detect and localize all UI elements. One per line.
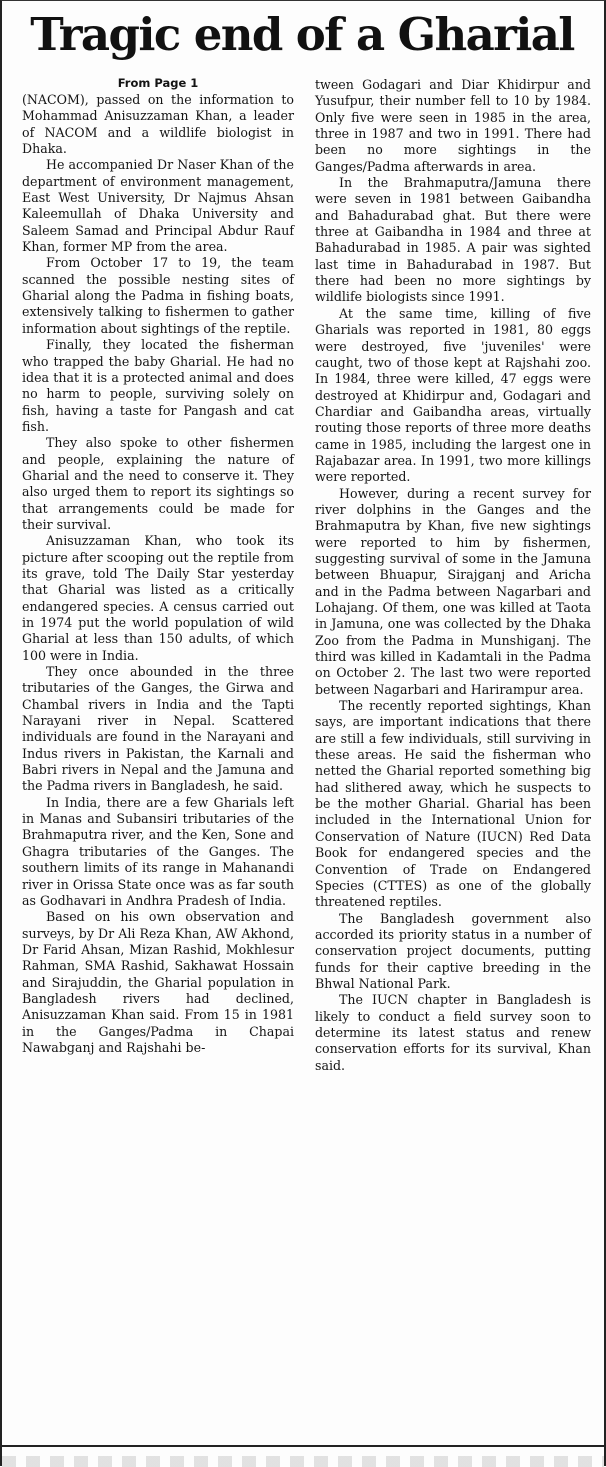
paragraph: (NACOM), passed on the information to Mohammad Anisuzzaman Khan, a leader of NACOM and a wildlife biologist in Dhaka. (22, 92, 294, 157)
bottom-rule (2, 1445, 604, 1447)
article-column-left (22, 75, 294, 1056)
paragraph: He accompanied Dr Naser Khan of the department of environment management, East West University, Dr Najmus Ahsan Kaleemullah of Dhaka University and Saleem Samad and Principal Abdur Rauf Khan, former MP from the area. (22, 157, 294, 255)
paragraph: In India, there are a few Gharials left in Manas and Subansiri tributaries of the Brahmaputra river, and the Ken, Sone and Ghagra tributaries of the Ganges. The southern limits of its range in Mahanandi river in Orissa State once was as far south as Godhavari in Andhra Pradesh of India. (22, 794, 294, 908)
article-column-right (315, 77, 591, 1074)
paragraph: The Bangladesh government also accorded its priority status in a number of conservation project documents, putting funds for their captive breeding in the Bhwal National Park. (315, 910, 591, 991)
paragraph: Based on his own observation and surveys, by Dr Ali Reza Khan, AW Akhond, Dr Farid Ahsan, Mizan Rashid, Mokhlesur Rahman, SMA Rashid, Sakhawat Hossain and Sirajuddin, the Gharial population in Bangladesh rivers had declined, Anisuzzaman Khan said. From 15 in 1981 in the Ganges/Padma in Chapai Nawabganj and Rajshahi be- (22, 909, 294, 1055)
continued-from-label: From Page 1 (117, 76, 199, 90)
paragraph: tween Godagari and Diar Khidirpur and Yusufpur, their number fell to 10 by 1984. Only five were seen in 1985 in the area, three in 1987 and two in 1991. There had been no more sightings in the Ganges/Padma afterwards in area. (315, 77, 591, 174)
paragraph: However, during a recent survey for river dolphins in the Ganges and the Brahmaputra by Khan, five new sightings were reported to him by fishermen, suggesting survival of some in the Jamuna between Bhuapur, Sirajganj and Aricha and in the Padma between Nagarbari and Lohajang. Of them, one was killed at Taota in Jamuna, one was collected by the Dhaka Zoo from the Padma in Munshiganj. The third was killed in Kadamtali in the Padma on October 2. The last two were reported between Nagarbari and Harirampur area. (315, 485, 591, 697)
paragraph: In the Brahmaputra/Jamuna there were seven in 1981 between Gaibandha and Bahadurabad ghat. But there were three at Gaibandha in 1984 and three at Bahadurabad in 1985. A pair was sighted last time in Bahadurabad in 1987. But there had been no more sightings by wildlife biologists since 1991. (315, 175, 591, 305)
headline: Tragic end of a Gharial (30, 8, 574, 61)
paragraph: Anisuzzaman Khan, who took its picture after scooping out the reptile from its grave, told The Daily Star yesterday that Gharial was listed as a critically endangered species. A census carried out in 1974 put the world population of wild Gharial at less than 150 adults, of which 100 were in India. (22, 533, 294, 663)
paragraph: Finally, they located the fisherman who trapped the baby Gharial. He had no idea that it is a protected animal and does no harm to people, surviving solely on fish, having a taste for Pangash and cat fish. (22, 337, 294, 434)
paragraph: They once abounded in the three tributaries of the Ganges, the Girwa and Chambal rivers in India and the Tapti Narayani river in Nepal. Scattered individuals are found in the Narayani and Indus rivers in Pakistan, the Karnali and Babri rivers in Nepal and the Jamuna and the Padma rivers in Bangladesh, he said. (22, 664, 294, 794)
paragraph: They also spoke to other fishermen and people, explaining the nature of Gharial and the need to conserve it. They also urged them to report its sightings so that arrangements could be made for their survival. (22, 435, 294, 532)
paragraph: At the same time, killing of five Gharials was reported in 1981, 80 eggs were destroyed, five 'juveniles' were caught, two of those kept at Rajshahi zoo. In 1984, three were killed, 47 eggs were destroyed at Khidirpur and, Godagari and Chardiar and Gaibandha areas, virtually routing those reports of three more deaths came in 1985, including the largest one in Rajabazar area. In 1991, two more killings were reported. (315, 305, 591, 485)
paragraph: From October 17 to 19, the team scanned the possible nesting sites of Gharial along the Padma in fishing boats, extensively talking to fishermen to gather information about sightings of the reptile. (22, 255, 294, 336)
paragraph: The IUCN chapter in Bangladesh is likely to conduct a field survey soon to determine its latest status and renew conservation efforts for its survival, Khan said. (315, 992, 591, 1073)
paragraph: The recently reported sightings, Khan says, are important indications that there are still a few individuals, still surviving in these areas. He said the fisherman who netted the Gharial reported something big had slithered away, which he suspects to be the mother Gharial. Gharial has been included in the International Union for Conservation of Nature (IUCN) Red Data Book for endangered species and the Convention of Trade on Endangered Species (CTTES) as one of the globally threatened reptiles. (315, 698, 591, 910)
cropped-next-headline (2, 1456, 604, 1467)
